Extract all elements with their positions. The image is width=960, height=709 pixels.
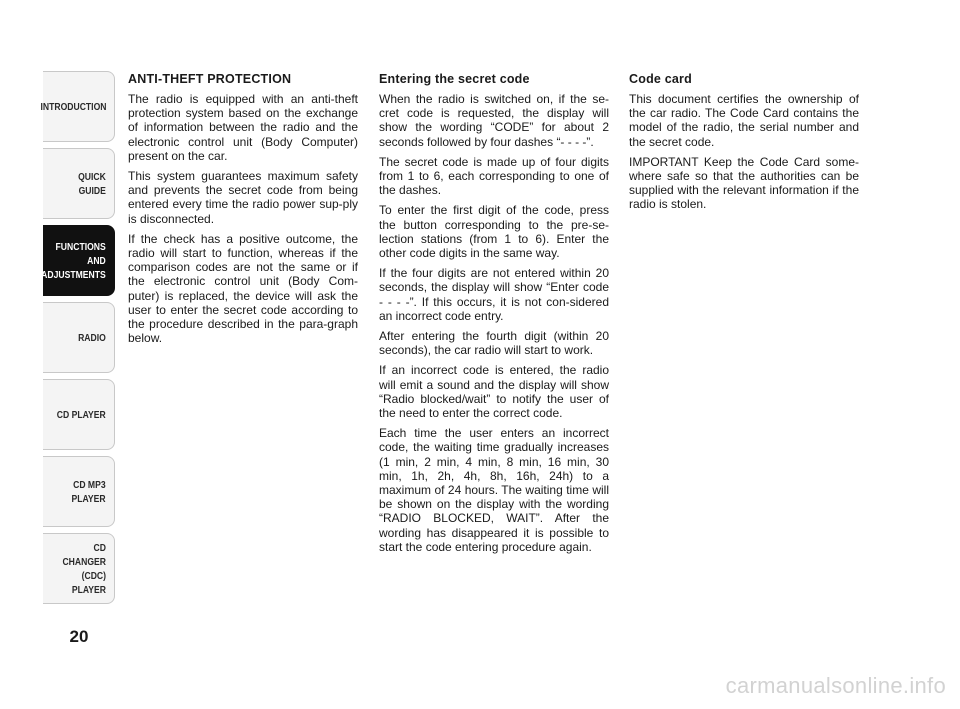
tab-introduction[interactable] xyxy=(39,71,115,142)
watermark: carmanualsonline.info xyxy=(725,673,946,698)
tab-label: CD MP3 PLAYER xyxy=(71,478,106,505)
section-heading: Code card xyxy=(629,72,692,86)
tab-label: CD CHANGER (CDC) PLAYER xyxy=(62,541,106,596)
tab-label: FUNCTIONS AND ADJUSTMENTS xyxy=(41,240,106,281)
tab-label: RADIO xyxy=(78,331,106,344)
paragraph: If an incorrect code is entered, the radio will emit a sound and the display will show “Radio blocked/wait” to notify the user of the need to enter the correct code. xyxy=(379,363,609,421)
section-heading: ANTI-THEFT PROTECTION xyxy=(128,72,292,86)
column-code-card xyxy=(629,72,859,218)
tab-functions-and-adjustments[interactable] xyxy=(43,225,115,296)
tab-label: QUICK GUIDE xyxy=(78,170,106,197)
paragraph: The radio is equipped with an anti-theft protection system based on the exchange of information between the radio and the electronic control unit (Body Computer) present on the car. xyxy=(128,92,358,163)
paragraph: This document certifies the ownership of the car radio. The Code Card contains the model of the radio, the serial number and the secret code. xyxy=(629,92,859,149)
paragraph: If the four digits are not entered within 20 seconds, the display will show “Enter code - - - -”. If this occurs, it is not con-sidered an incorrect code entry. xyxy=(379,266,609,323)
tab-cd-changer-player[interactable] xyxy=(43,533,115,604)
paragraph: Each time the user enters an incorrect code, the waiting time gradually increases (1 min, 2 min, 4 min, 8 min, 16 min, 30 min, 1h, 2h, 4h, 8h, 16h, 24h) to a maximum of 24 hours. The waiting time will be shown on the display with the wording “RADIO BLOCKED, WAIT”. After the wording has disappeared it is possible to start the code entering procedure again. xyxy=(379,426,609,554)
tab-label: INTRODUCTION xyxy=(39,100,106,113)
column-anti-theft xyxy=(128,72,358,351)
paragraph: To enter the first digit of the code, press the button corresponding to the pre-se-lection stations (from 1 to 6). Enter the other code digits in the same way. xyxy=(379,203,609,261)
paragraph: After entering the fourth digit (within 20 seconds), the car radio will start to work. xyxy=(379,329,609,358)
page-number: 20 xyxy=(69,627,89,646)
paragraph: This system guarantees maximum safety and prevents the secret code from being entered every time the radio power sup-ply is disconnected. xyxy=(128,169,358,226)
paragraph: The secret code is made up of four digits from 1 to 6, each corresponding to one of the dashes. xyxy=(379,154,609,198)
tab-radio[interactable] xyxy=(43,302,115,373)
tab-cd-player[interactable] xyxy=(43,379,115,450)
tab-cd-mp3-player[interactable] xyxy=(43,456,115,527)
section-heading: Entering the secret code xyxy=(379,72,530,86)
tab-quick-guide[interactable] xyxy=(43,148,115,219)
paragraph: When the radio is switched on, if the se-cret code is requested, the display will show the wording “CODE” for about 2 seconds followed by four dashes “- - - -”. xyxy=(379,92,609,149)
tab-label: CD PLAYER xyxy=(57,408,106,421)
paragraph: If the check has a positive outcome, the radio will start to function, whereas if the comparison codes are not the same or if the electronic control unit (Body Com-puter) is replaced, the device will ask the user to enter the secret code according to the procedure described in the para-graph below. xyxy=(128,231,358,346)
chapter-sidebar xyxy=(39,71,115,610)
column-secret-code xyxy=(379,72,609,560)
paragraph: IMPORTANT Keep the Code Card some-where safe so that the authorities can be supplied with the relevant information if the radio is stolen. xyxy=(629,154,859,212)
